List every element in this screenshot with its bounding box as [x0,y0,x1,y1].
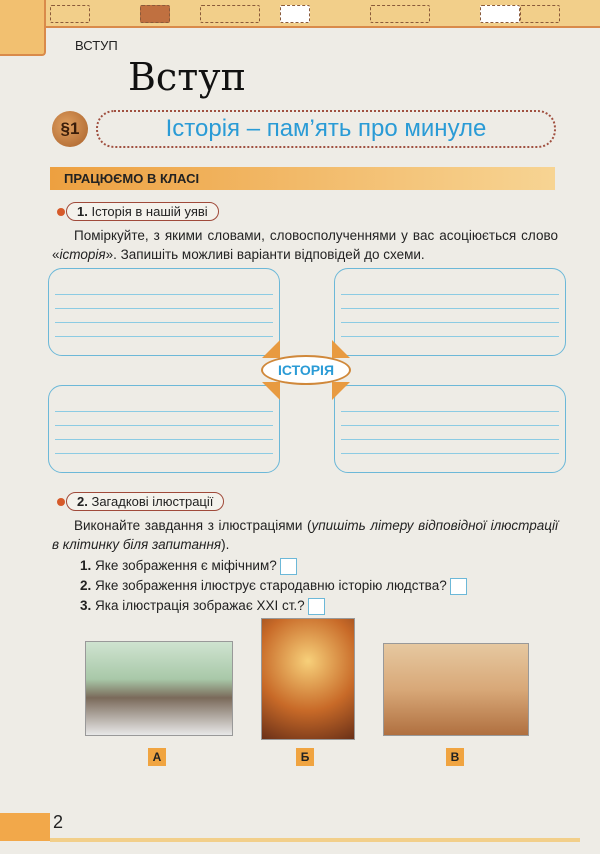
explorer-figure-icon [0,0,46,56]
pyramid-sphinx-image [383,643,529,736]
question [80,576,467,596]
task-number: 1. [77,204,88,219]
q-text: Яке зображення ілюструє стародавню історію людства? [95,578,447,593]
page-number: 2 [53,812,64,832]
bullet-icon [57,498,65,506]
task1-text [52,226,558,264]
questions-list [80,556,467,616]
running-head: ВСТУП [75,38,118,53]
answer-box-top-left[interactable] [48,268,280,356]
answer-box-bottom-right[interactable] [334,385,566,473]
image-label-v: В [446,748,464,766]
answer-box-bottom-left[interactable] [48,385,280,473]
task2-text [52,516,558,554]
q-text: Яке зображення є міфічним? [95,558,277,573]
chest-icon [140,5,170,23]
bullet-icon [57,208,65,216]
q-number: 2. [80,578,92,593]
footer-decoration [0,813,50,841]
emphasis: упишіть літеру відповідної ілюстрації в клітинку біля запитання [52,518,558,552]
chapter-title: Вступ [128,55,246,99]
task1-heading [66,202,219,221]
task2-heading [66,492,224,511]
footer-line [50,838,580,842]
decoration-icon [50,5,90,23]
q-text: Яка ілюстрація зображає XXI ст.? [95,598,305,613]
text: Виконайте завдання з ілюстраціями ( [74,518,312,533]
image-label-b: Б [296,748,314,766]
text: ». Запишіть можливі варіанти відповідей до схеми. [105,247,425,262]
task-title: Загадкові ілюстрації [91,494,214,509]
pyramid-icon [520,5,560,23]
arrow-icon [262,382,280,400]
lesson-title: Історія – пам’ять про минуле [96,110,556,148]
temple-icon [200,5,260,23]
work-in-class-banner: ПРАЦЮЄМО В КЛАСІ [50,167,555,190]
arrow-icon [332,382,350,400]
classroom-image [85,641,233,736]
task-number: 2. [77,494,88,509]
answer-checkbox[interactable] [308,598,325,615]
paragraph-badge: §1 [52,111,88,147]
q-number: 1. [80,558,92,573]
arrow-icon [262,340,280,358]
image-label-a: А [148,748,166,766]
text: Поміркуйте, з якими словами, словосполученнями у вас асоціюється слово « [52,228,558,262]
question [80,556,467,576]
castle-icon [280,5,310,23]
center-label: ІСТОРІЯ [261,355,351,385]
task-title: Історія в нашій уяві [91,204,208,219]
book-magnifier-icon [480,5,520,23]
arrow-icon [332,340,350,358]
question [80,596,467,616]
emphasis: історія [59,247,106,262]
centaur-image [261,618,355,740]
artifact-icon [370,5,430,23]
answer-box-top-right[interactable] [334,268,566,356]
answer-checkbox[interactable] [450,578,467,595]
text: ). [221,537,230,552]
answer-checkbox[interactable] [280,558,297,575]
q-number: 3. [80,598,92,613]
